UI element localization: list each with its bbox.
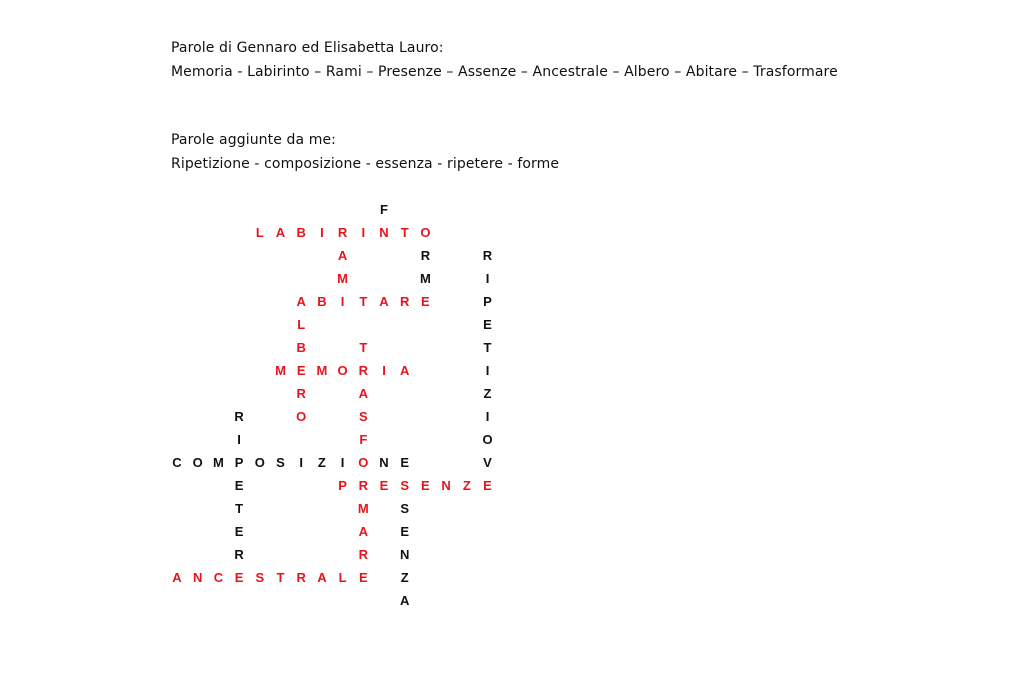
crossword-letter: E — [296, 363, 306, 378]
crossword-letter: N — [399, 547, 410, 562]
crossword-letter: R — [420, 248, 431, 263]
crossword-letter: R — [234, 409, 244, 424]
crossword-letter: A — [358, 524, 368, 539]
crossword-letter: F — [359, 432, 368, 447]
crossword-letter: E — [400, 455, 410, 470]
crossword-letter: A — [317, 570, 327, 585]
crossword-letter: I — [340, 455, 345, 470]
crossword-letter: N — [192, 570, 203, 585]
crossword-letter: S — [255, 570, 265, 585]
crossword-letter: E — [234, 524, 244, 539]
crossword-letter: R — [358, 478, 368, 493]
crossword-letter: C — [213, 570, 224, 585]
crossword-letter: C — [172, 455, 182, 470]
crossword-letter: L — [255, 225, 264, 240]
crossword-letter: F — [380, 202, 388, 217]
crossword-letter: R — [358, 547, 368, 562]
crossword-letter: I — [320, 225, 324, 240]
crossword-letter: T — [276, 570, 285, 585]
crossword-letter: V — [483, 455, 492, 470]
crossword-letter: M — [212, 455, 224, 470]
crossword-letter: T — [235, 501, 244, 516]
crossword-letter: I — [237, 432, 241, 447]
crossword-letter: N — [379, 225, 389, 240]
crossword-letter: O — [337, 363, 348, 378]
crossword-letter: P — [483, 294, 492, 309]
crossword-letter: M — [316, 363, 328, 378]
crossword-letter: I — [485, 363, 490, 378]
crossword-letter: S — [276, 455, 285, 470]
crossword-letter: O — [482, 432, 493, 447]
crossword-letter: O — [192, 455, 203, 470]
crossword-letter: R — [482, 248, 493, 263]
crossword-letter: S — [400, 501, 410, 516]
crossword-letter: A — [399, 593, 410, 608]
crossword-letter: I — [485, 271, 490, 286]
crossword-letter: E — [234, 570, 244, 585]
crossword-letter: Z — [317, 455, 326, 470]
crossword-letter: A — [275, 225, 286, 240]
crossword-letter: E — [421, 294, 430, 309]
crossword-letter: O — [420, 225, 431, 240]
crossword-letter: S — [400, 478, 410, 493]
crossword-letter: M — [337, 271, 349, 286]
crossword-letter: N — [441, 478, 451, 493]
crossword-letter: A — [172, 570, 182, 585]
crossword-letter: R — [296, 570, 306, 585]
crossword-letter: E — [379, 478, 389, 493]
crossword-letter: M — [357, 501, 369, 516]
crossword-letter: A — [358, 386, 368, 401]
crossword-letter: E — [400, 524, 410, 539]
crossword-letter: A — [399, 363, 410, 378]
crossword-letter: A — [379, 294, 389, 309]
crossword-letter: S — [358, 409, 368, 424]
crossword-letter: M — [275, 363, 286, 378]
added-words-heading: Parole aggiunte da me: — [171, 132, 336, 148]
crossword-letter: N — [379, 455, 389, 470]
crossword-letter: Z — [483, 386, 492, 401]
crossword-letter: T — [359, 294, 368, 309]
crossword-letter: Z — [462, 478, 471, 493]
added-words-list: Ripetizione - composizione - essenza - ripetere - forme — [171, 156, 560, 172]
crossword-letter: O — [358, 455, 369, 470]
given-words-heading: Parole di Gennaro ed Elisabetta Lauro: — [171, 40, 444, 56]
crossword-letter: R — [358, 363, 368, 378]
crossword-letter: L — [297, 317, 306, 332]
crossword-letter: O — [254, 455, 265, 470]
crossword-letter: O — [296, 409, 307, 424]
crossword-letter: I — [299, 455, 303, 470]
crossword-letter: E — [358, 570, 368, 585]
crossword-letter: R — [234, 547, 244, 562]
crossword-letter: T — [400, 225, 409, 240]
crossword-letter: E — [421, 478, 430, 493]
crossword-letter: A — [337, 248, 348, 263]
crossword-letter: M — [419, 271, 431, 286]
crossword-letter: E — [483, 478, 492, 493]
crossword-letter: L — [338, 570, 347, 585]
crossword-letter: I — [485, 409, 490, 424]
crossword-letter: P — [338, 478, 347, 493]
crossword-letter: B — [317, 294, 327, 309]
crossword-letter: I — [382, 363, 386, 378]
crossword-letter: R — [337, 225, 348, 240]
given-words-list: Memoria - Labirinto – Rami – Presenze – Assenze – Ancestrale – Albero – Abitare – Trasformare — [171, 64, 838, 80]
crossword-letter: B — [296, 225, 306, 240]
crossword-letter: E — [234, 478, 244, 493]
crossword-letter: E — [483, 317, 492, 332]
crossword-letter: A — [296, 294, 306, 309]
crossword-letter: R — [399, 294, 410, 309]
crossword-letter: B — [296, 340, 306, 355]
crossword-letter: T — [359, 340, 368, 355]
crossword-letter: I — [340, 294, 345, 309]
crossword-letter: Z — [400, 570, 409, 585]
crossword-letter: I — [361, 225, 366, 240]
crossword-letter: P — [234, 455, 244, 470]
crossword-letter: T — [483, 340, 492, 355]
crossword-letter: R — [296, 386, 306, 401]
